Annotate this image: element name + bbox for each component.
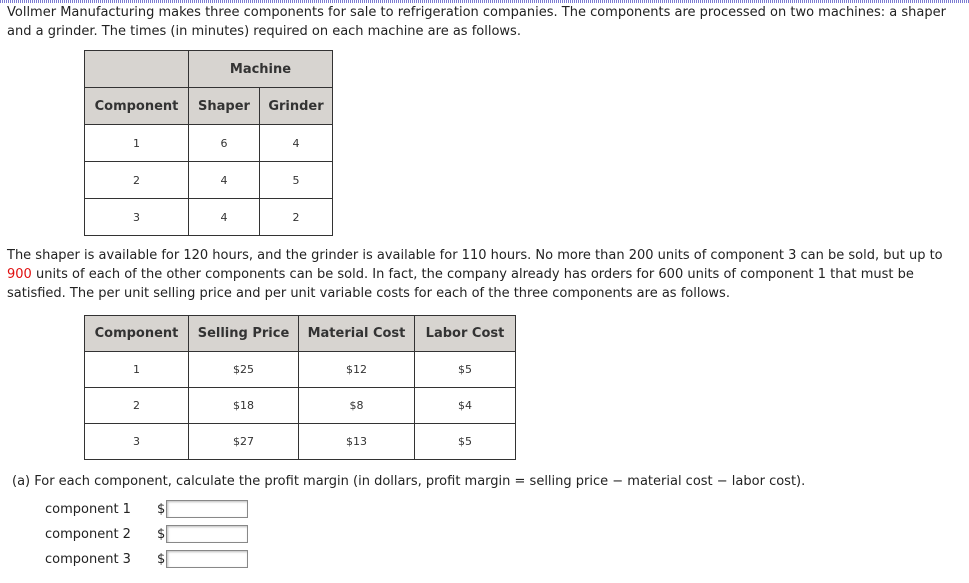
shaper-cell: 6 <box>189 125 260 162</box>
header-component: Component <box>85 316 189 352</box>
labor-cost-cell: $5 <box>415 352 516 388</box>
header-labor-cost: Labor Cost <box>415 316 516 352</box>
header-grinder: Grinder <box>260 88 333 125</box>
table-row <box>85 199 333 236</box>
component-cell: 3 <box>85 199 189 236</box>
grinder-cell: 5 <box>260 162 333 199</box>
selling-price-cell: $18 <box>189 388 299 424</box>
intro-line-2: and a grinder. The times (in minutes) required on each machine are as follows. <box>7 24 521 39</box>
header-selling-price: Selling Price <box>189 316 299 352</box>
selling-price-cell: $25 <box>189 352 299 388</box>
currency-symbol: $ <box>157 502 166 517</box>
table-row <box>85 125 333 162</box>
machine-time-table <box>84 50 333 236</box>
answer-label: component 2 <box>45 527 131 542</box>
constraints-paragraph <box>7 246 957 303</box>
labor-cost-cell: $5 <box>415 424 516 460</box>
material-cost-cell: $13 <box>299 424 415 460</box>
profit-margin-input-2[interactable] <box>166 525 248 543</box>
material-cost-cell: $12 <box>299 352 415 388</box>
machine-group-header: Machine <box>189 51 333 88</box>
table-row <box>85 424 516 460</box>
table-row <box>85 388 516 424</box>
profit-margin-input-3[interactable] <box>166 550 248 568</box>
header-shaper: Shaper <box>189 88 260 125</box>
table-row <box>85 162 333 199</box>
component-cell: 2 <box>85 162 189 199</box>
intro-paragraph <box>7 3 957 41</box>
shaper-cell: 4 <box>189 199 260 236</box>
component-cell: 2 <box>85 388 189 424</box>
answer-row-component-3 <box>45 549 169 571</box>
material-cost-cell: $8 <box>299 388 415 424</box>
header-component: Component <box>85 88 189 125</box>
constraints-line-2 <box>7 265 957 284</box>
price-cost-table <box>84 315 516 460</box>
answer-label: component 1 <box>45 502 131 517</box>
highlighted-number: 900 <box>7 267 32 282</box>
table-row <box>85 352 516 388</box>
answer-row-component-2 <box>45 524 169 546</box>
intro-line-1: Vollmer Manufacturing makes three components for sale to refrigeration companies. The components are processed on two machines: a shaper <box>7 5 946 20</box>
profit-margin-input-1[interactable] <box>166 500 248 518</box>
constraints-line-2-text: units of each of the other components can be sold. In fact, the company already has orders for 600 units of component 1 that must be <box>31 267 914 282</box>
currency-symbol: $ <box>157 527 166 542</box>
header-material-cost: Material Cost <box>299 316 415 352</box>
component-cell: 1 <box>85 125 189 162</box>
grinder-cell: 4 <box>260 125 333 162</box>
selling-price-cell: $27 <box>189 424 299 460</box>
component-cell: 3 <box>85 424 189 460</box>
currency-symbol: $ <box>157 552 166 567</box>
component-cell: 1 <box>85 352 189 388</box>
grinder-cell: 2 <box>260 199 333 236</box>
question-a-text: (a) For each component, calculate the profit margin (in dollars, profit margin = selling price − material cost − labor cost). <box>12 474 806 489</box>
labor-cost-cell: $4 <box>415 388 516 424</box>
shaper-cell: 4 <box>189 162 260 199</box>
answer-row-component-1 <box>45 499 169 521</box>
constraints-line-1: The shaper is available for 120 hours, and the grinder is available for 110 hours. No more than 200 units of component 3 can be sold, but up to <box>7 248 943 263</box>
constraints-line-3: satisfied. The per unit selling price and per unit variable costs for each of the three components are as follows. <box>7 286 730 301</box>
answer-label: component 3 <box>45 552 131 567</box>
blank-corner-cell <box>85 51 189 88</box>
